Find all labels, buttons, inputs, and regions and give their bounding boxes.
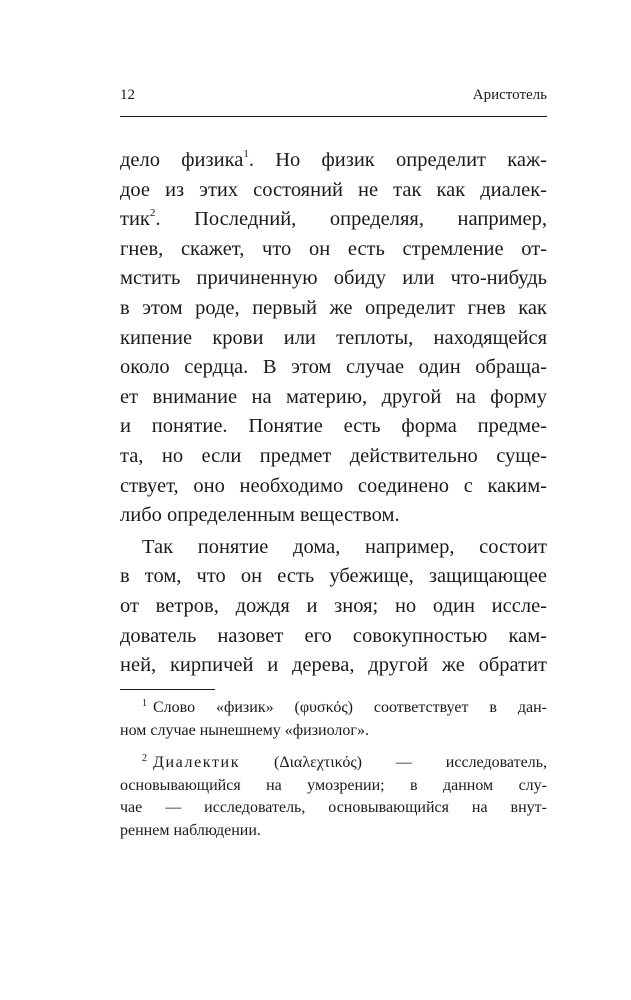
- footnote-2-mark: 2: [142, 753, 147, 764]
- footnote-2-term: Диалектик: [153, 754, 241, 771]
- text-line: в этом роде, первый же определит гнев как: [120, 296, 547, 319]
- footnote-ref-2[interactable]: 2: [149, 207, 156, 220]
- footnote-1-line: $^1$ Слово «физик» (φυσκός) соответствует в дан-: [142, 698, 547, 716]
- footnote-2-line: $^2$ Диалектик (Διαλεχτικός) — исследователь,: [142, 753, 547, 771]
- text-line: ет внимание на материю, другой на форму: [120, 385, 547, 408]
- page-number: 12: [120, 87, 135, 103]
- text-line: та, но если предмет действительно суще-: [120, 444, 547, 467]
- text-line: гнев, скажет, что он есть стремление от-: [120, 237, 547, 260]
- text-line: дователь назовет его совокупностью кам-: [120, 624, 547, 647]
- text-line: дело физика$^1$. Но физик определит каж-: [120, 148, 547, 171]
- running-title: Аристотель: [472, 87, 547, 103]
- text-line: либо определенным веществом.: [120, 504, 400, 527]
- text-line: около сердца. В этом случае один обраща-: [120, 356, 547, 379]
- footnote-2-line: реннем наблюдении.: [120, 821, 261, 839]
- header-rule: [120, 116, 547, 117]
- footnote-2-line: чае — исследователь, основывающийся на внут-: [120, 799, 547, 816]
- main-text: [120, 146, 547, 681]
- page-header: [120, 87, 547, 113]
- text-line: тик$^2$. Последний, определяя, например,: [120, 207, 547, 231]
- footnote-rule: [120, 689, 215, 690]
- footnote-1-line: ном случае нынешнему «физиолог».: [120, 721, 369, 739]
- footnote-ref-1[interactable]: 1: [243, 148, 249, 160]
- text-line: ствует, оно необходимо соединено с каким-: [120, 474, 547, 497]
- text-line: от ветров, дождя и зноя; но один иссле-: [120, 594, 547, 617]
- text-line: кипение крови или теплоты, находящейся: [120, 326, 547, 349]
- footnote-1-mark: 1: [142, 698, 147, 709]
- text-line: Так понятие дома, например, состоит: [142, 535, 547, 558]
- text-line: мстить причиненную обиду или что-нибудь: [120, 267, 547, 290]
- text-line: и понятие. Понятие есть форма предме-: [120, 415, 547, 438]
- text-line: в том, что он есть убежище, защищающее: [120, 565, 547, 588]
- text-line: дое из этих состояний не так как диалек-: [120, 178, 547, 201]
- footnotes: [120, 697, 547, 842]
- footnote-2-line: основывающийся на умозрении; в данном слу-: [120, 776, 547, 794]
- text-line: ней, кирпичей и дерева, другой же обратит: [120, 654, 547, 677]
